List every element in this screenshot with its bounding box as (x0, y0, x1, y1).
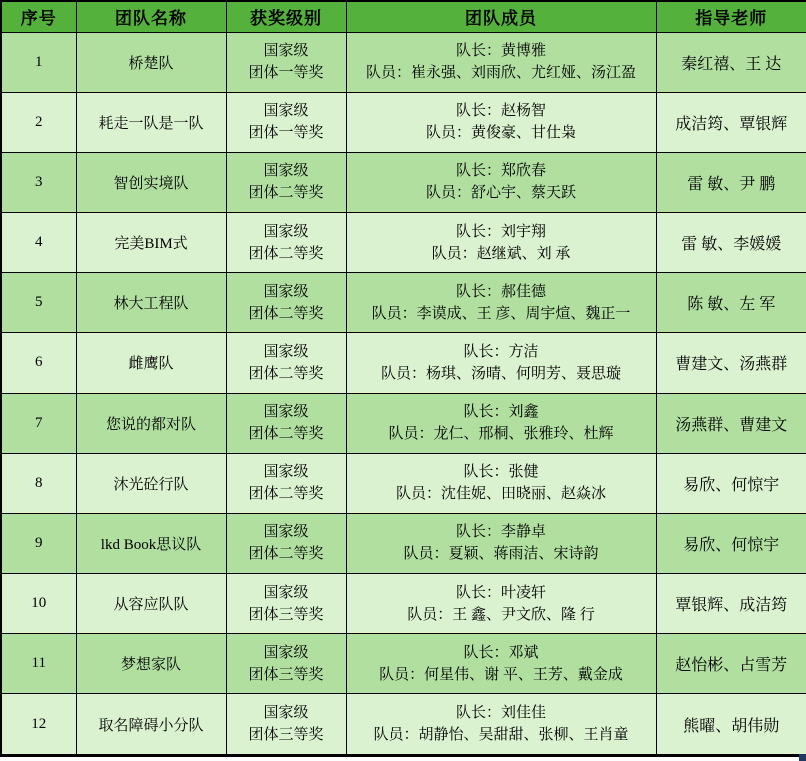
table-header-row (1, 1, 806, 32)
table-body (1, 32, 806, 756)
cell-award-level (226, 513, 346, 573)
award-level-line2: 团体一等奖 (248, 65, 324, 82)
cell-advisors: 雷 敏、尹 鹏 (656, 152, 806, 212)
award-level-line1: 国家级 (263, 644, 309, 661)
cell-advisors: 陈 敏、左 军 (656, 273, 806, 333)
cell-team-members (346, 513, 656, 573)
cell-advisors: 汤燕群、曹建文 (656, 393, 806, 453)
team-members-line: 队员：胡静怡、吴甜甜、张柳、王肖童 (373, 727, 629, 744)
team-members-line: 队员：李谟成、王 彦、周宇煊、魏正一 (371, 305, 631, 322)
cell-team-members (346, 152, 656, 212)
award-level-line2: 团体三等奖 (248, 606, 324, 623)
cell-award-level (226, 213, 346, 273)
cell-team-members (346, 634, 656, 694)
award-level-line1: 国家级 (263, 223, 309, 240)
table-row (1, 152, 806, 212)
cell-team-name: 智创实境队 (76, 152, 226, 212)
team-leader-line: 队长：郝佳德 (455, 283, 546, 300)
table-row (1, 92, 806, 152)
team-leader-line: 队长：张健 (463, 464, 539, 481)
award-level-line1: 国家级 (263, 404, 309, 421)
award-level-line1: 国家级 (263, 103, 309, 120)
award-level-line2: 团体二等奖 (248, 546, 324, 563)
team-members-line: 队员：舒心宇、蔡天跃 (425, 185, 576, 202)
cell-advisors: 易欣、何惊宇 (656, 453, 806, 513)
team-members-line: 队员：王 鑫、尹文欣、隆 行 (407, 606, 595, 623)
cell-team-members (346, 574, 656, 634)
cell-team-name: 从容应队队 (76, 574, 226, 634)
cell-team-name: lkd Book思议队 (76, 513, 226, 573)
cell-index: 3 (1, 152, 76, 212)
award-level-line1: 国家级 (263, 464, 309, 481)
cell-advisors: 雷 敏、李媛媛 (656, 213, 806, 273)
cell-team-members (346, 333, 656, 393)
team-leader-line: 队长：方洁 (463, 343, 539, 360)
cell-award-level (226, 333, 346, 393)
table-row (1, 574, 806, 634)
team-leader-line: 队长：叶凌轩 (455, 584, 546, 601)
team-leader-line: 队长：邓斌 (463, 644, 539, 661)
table-row (1, 393, 806, 453)
cell-team-name: 梦想家队 (76, 634, 226, 694)
table-row (1, 333, 806, 393)
team-members-line: 队员：沈佳妮、田晓丽、赵焱冰 (395, 486, 606, 503)
cell-award-level (226, 32, 346, 92)
cell-advisors: 易欣、何惊宇 (656, 513, 806, 573)
award-level-line1: 国家级 (263, 705, 309, 722)
table-row (1, 213, 806, 273)
team-members-line: 队员：黄俊豪、甘仕枭 (425, 125, 576, 142)
team-leader-line: 队长：刘鑫 (463, 404, 539, 421)
cell-advisors: 覃银辉、成洁筠 (656, 574, 806, 634)
team-members-line: 队员：龙仁、邢桐、张雅玲、杜辉 (388, 426, 614, 443)
cell-award-level (226, 694, 346, 756)
cell-team-members (346, 92, 656, 152)
award-level-line1: 国家级 (263, 163, 309, 180)
team-leader-line: 队长：刘宇翔 (455, 223, 546, 240)
team-leader-line: 队长：黄博雅 (455, 43, 546, 60)
award-level-line1: 国家级 (263, 343, 309, 360)
cell-index: 4 (1, 213, 76, 273)
cell-team-members (346, 393, 656, 453)
team-members-line: 队员：赵继斌、刘 承 (431, 245, 571, 262)
cell-index: 12 (1, 694, 76, 756)
cell-team-name: 取名障碍小分队 (76, 694, 226, 756)
cell-advisors: 熊曜、胡伟勋 (656, 694, 806, 756)
table-row (1, 694, 806, 756)
cell-award-level (226, 92, 346, 152)
team-leader-line: 队长：李静卓 (455, 524, 546, 541)
table-row (1, 453, 806, 513)
cell-index: 5 (1, 273, 76, 333)
award-level-line2: 团体三等奖 (248, 727, 324, 744)
award-level-line2: 团体二等奖 (248, 365, 324, 382)
cell-team-members (346, 273, 656, 333)
table-row (1, 273, 806, 333)
cell-index: 1 (1, 32, 76, 92)
cell-team-name: 耗走一队是一队 (76, 92, 226, 152)
award-level-line2: 团体二等奖 (248, 426, 324, 443)
cell-advisors: 曹建文、汤燕群 (656, 333, 806, 393)
award-level-line2: 团体二等奖 (248, 486, 324, 503)
header-index: 序号 (1, 1, 76, 32)
team-leader-line: 队长：赵杨智 (455, 103, 546, 120)
team-members-line: 队员：崔永强、刘雨欣、尤红娅、汤江盈 (365, 65, 636, 82)
cell-index: 7 (1, 393, 76, 453)
award-level-line2: 团体三等奖 (248, 666, 324, 683)
cell-index: 6 (1, 333, 76, 393)
team-members-line: 队员：夏颖、蒋雨洁、宋诗韵 (403, 546, 599, 563)
table-row (1, 513, 806, 573)
cell-team-name: 桥楚队 (76, 32, 226, 92)
cell-index: 10 (1, 574, 76, 634)
cell-team-members (346, 453, 656, 513)
header-team-name: 团队名称 (76, 1, 226, 32)
team-members-line: 队员：杨琪、汤晴、何明芳、聂思璇 (380, 365, 621, 382)
header-advisors: 指导老师 (656, 1, 806, 32)
header-team-members: 团队成员 (346, 1, 656, 32)
award-level-line2: 团体二等奖 (248, 305, 324, 322)
cell-index: 11 (1, 634, 76, 694)
selection-handle-icon (799, 754, 806, 761)
team-members-line: 队员：何星伟、谢 平、王芳、戴金成 (379, 666, 623, 683)
table-row (1, 634, 806, 694)
team-leader-line: 队长：刘佳佳 (455, 705, 546, 722)
cell-team-name: 林大工程队 (76, 273, 226, 333)
cell-team-members (346, 213, 656, 273)
cell-award-level (226, 453, 346, 513)
award-level-line2: 团体一等奖 (248, 125, 324, 142)
cell-award-level (226, 152, 346, 212)
cell-index: 8 (1, 453, 76, 513)
cell-index: 2 (1, 92, 76, 152)
team-leader-line: 队长：郑欣春 (455, 163, 546, 180)
cell-team-members (346, 32, 656, 92)
award-level-line2: 团体二等奖 (248, 245, 324, 262)
cell-award-level (226, 393, 346, 453)
cell-team-name: 雌鹰队 (76, 333, 226, 393)
header-award-level: 获奖级别 (226, 1, 346, 32)
cell-award-level (226, 574, 346, 634)
cell-advisors: 秦红禧、王 达 (656, 32, 806, 92)
cell-index: 9 (1, 513, 76, 573)
cell-advisors: 成洁筠、覃银辉 (656, 92, 806, 152)
award-level-line1: 国家级 (263, 283, 309, 300)
award-level-line1: 国家级 (263, 584, 309, 601)
table-row (1, 32, 806, 92)
cell-team-name: 您说的都对队 (76, 393, 226, 453)
cell-team-name: 完美BIM式 (76, 213, 226, 273)
cell-award-level (226, 273, 346, 333)
award-level-line1: 国家级 (263, 43, 309, 60)
cell-team-name: 沐光砼行队 (76, 453, 226, 513)
award-level-line2: 团体二等奖 (248, 185, 324, 202)
cell-award-level (226, 634, 346, 694)
cell-advisors: 赵怡彬、占雪芳 (656, 634, 806, 694)
cell-team-members (346, 694, 656, 756)
award-level-line1: 国家级 (263, 524, 309, 541)
